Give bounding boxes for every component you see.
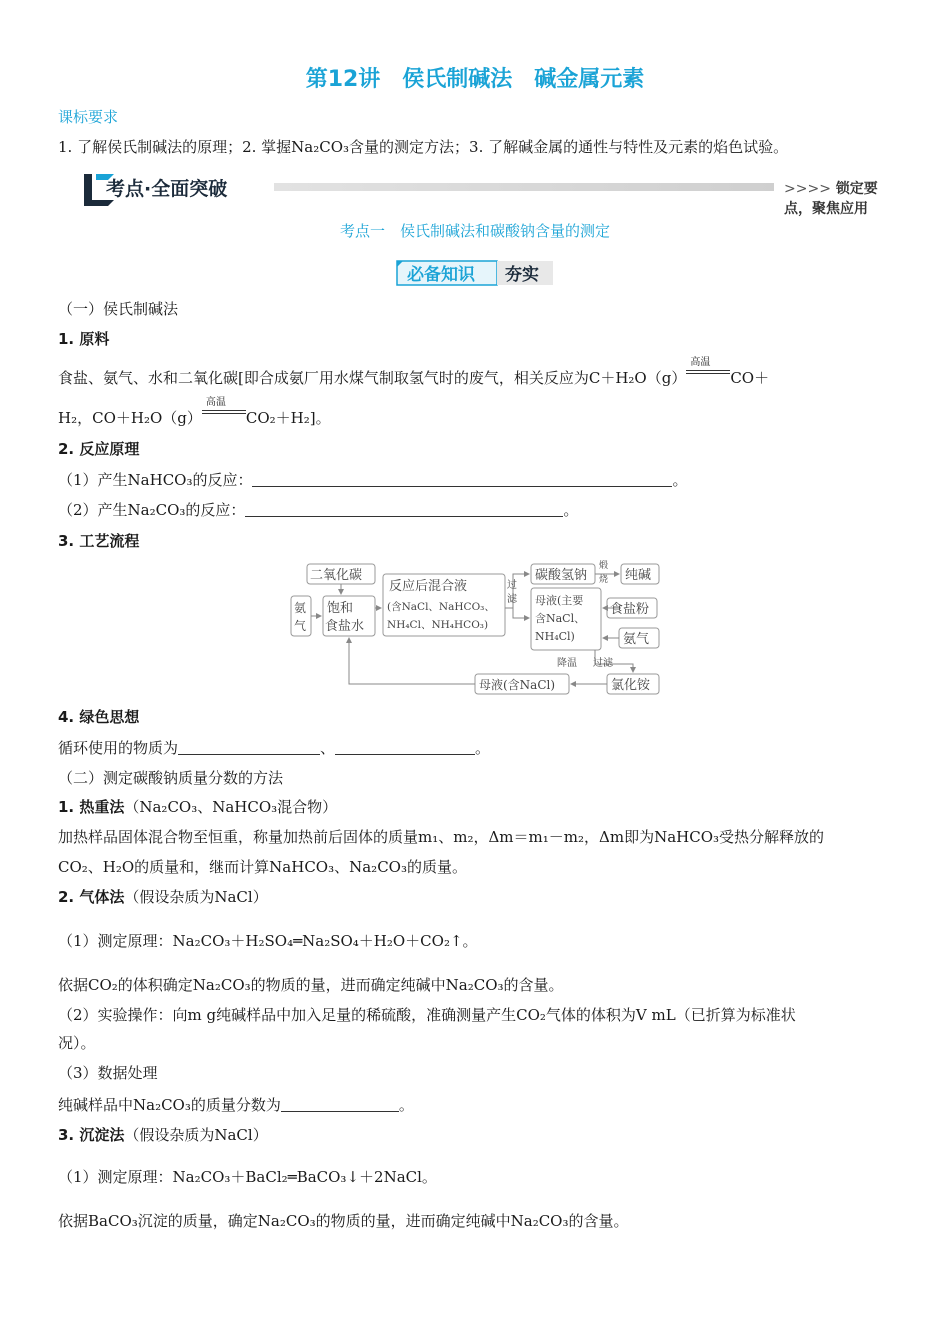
cond-1: 高温 [690, 357, 711, 368]
sec2-m2-p4: （3）数据处理 [58, 1064, 158, 1082]
flow-brine-1: 饱和 [327, 601, 354, 616]
period-2: 。 [563, 501, 579, 519]
kebiao-heading: 课标要求 [58, 108, 119, 126]
flow-nh4cl: 氯化铵 [611, 678, 651, 693]
p1-line2-a: H₂，CO＋H₂O（g） [58, 409, 202, 427]
kebiao-text: 1. 了解侯氏制碱法的原理；2. 掌握Na₂CO₃含量的测定方法；3. 了解碱金属的通性与特性及元素的焰色试验。 [58, 138, 789, 156]
period-3: 。 [475, 739, 491, 757]
flow-calcine-1: 煅 [599, 561, 609, 571]
flow-mother-3: NH₄Cl) [535, 630, 575, 643]
flow-mother-nacl: 母液(含NaCl) [479, 678, 556, 692]
sec2-m2-p3-1: （2）实验操作：向m g纯碱样品中加入足量的稀硫酸，准确测量产生CO₂气体的体积为V mL（已折算为标准状 [58, 1006, 796, 1024]
m2-p5-text: 纯碱样品中Na₂CO₃的质量分数为 [58, 1096, 281, 1114]
flow-mix-detail-2: NH₄Cl、NH₄HCO₃) [387, 619, 489, 631]
sec1-p2-heading: 2. 反应原理 [58, 440, 140, 458]
m3-note: （假设杂质为NaCl） [124, 1126, 268, 1144]
answer-blank-1[interactable] [252, 472, 672, 487]
flow-nh3-2: 气 [294, 619, 307, 633]
flow-filter2: 过滤 [593, 658, 613, 669]
sec1-p2-item1 [58, 469, 688, 490]
sec2-m1-line2: CO₂、H₂O的质量和，继而计算NaHCO₃、Na₂CO₃的质量。 [58, 858, 467, 876]
sec1-p2-item2 [58, 499, 578, 520]
sec2-m2-p3-2: 况）。 [58, 1034, 96, 1052]
p1-line1-b: CO＋ [730, 369, 770, 387]
sec2-m2-heading-row [58, 886, 268, 907]
banner-tagline: 锁定要点，聚焦应用 [784, 181, 878, 217]
sec1-p1-heading: 1. 原料 [58, 330, 110, 348]
flow-soda: 纯碱 [625, 568, 652, 583]
flow-mother-2: 含NaCl、 [535, 612, 586, 625]
banner-tagline-wrap [784, 178, 878, 218]
cond-2: 高温 [205, 397, 226, 408]
p4-text: 循环使用的物质为 [58, 739, 179, 757]
m2-note: （假设杂质为NaCl） [124, 888, 268, 906]
badge-text-a: 必备知识 [407, 265, 475, 285]
sec2-m2-p1: （1）测定原理：Na₂CO₃＋H₂SO₄═Na₂SO₄＋H₂O＋CO₂↑。 [58, 932, 478, 950]
sec1-p4-text [58, 737, 490, 758]
kaodian-title: 考点一 侯氏制碱法和碳酸钠含量的测定 [339, 222, 610, 240]
m1-heading: 1. 热重法 [58, 798, 125, 816]
sec2-m3-p2: 依据BaCO₃沉淀的质量，确定Na₂CO₃的物质的量，进而确定纯碱中Na₂CO₃的含量。 [58, 1212, 629, 1230]
flow-calcine-2: 烧 [599, 575, 609, 585]
sec1-p3-heading: 3. 工艺流程 [58, 532, 140, 550]
banner-label: 考点·全面突破 [106, 178, 228, 200]
sec1-p1-line2 [58, 397, 331, 428]
answer-blank-4[interactable] [335, 740, 475, 755]
p2-item2-text: （2）产生Na₂CO₃的反应： [58, 501, 246, 519]
flow-nahco3: 碳酸氢钠 [535, 568, 588, 583]
sec2-m3-heading-row [58, 1124, 268, 1145]
sec2-m1-line1: 加热样品固体混合物至恒重，称量加热前后固体的质量m₁、m₂，Δm＝m₁－m₂，Δm即为NaHCO₃受热分解释放的 [58, 828, 825, 846]
flow-mother-1: 母液(主要 [535, 594, 584, 607]
sec2-m2-p5 [58, 1094, 414, 1115]
p1-line2-b: CO₂＋H₂]。 [245, 409, 331, 427]
page-title: 第12讲 侯氏制碱法 碱金属元素 [305, 67, 645, 92]
flow-mix: 反应后混合液 [389, 579, 468, 594]
sec1-heading: （一）侯氏制碱法 [58, 300, 179, 318]
sec1-p4-heading: 4. 绿色思想 [58, 708, 140, 726]
equilibrium-sign-1 [686, 357, 730, 383]
p1-line1-a: 食盐、氨气、水和二氧化碳[即合成氨厂用水煤气制取氢气时的废气，相关反应为C＋H₂O（g） [58, 369, 687, 387]
process-flow-diagram [285, 560, 665, 700]
flow-filter-2: 滤 [507, 594, 517, 605]
equilibrium-sign-2 [202, 397, 246, 423]
answer-blank-5[interactable] [281, 1097, 399, 1112]
flow-co2: 二氧化碳 [310, 568, 363, 583]
section-banner [78, 170, 878, 217]
badge-text-b: 夯实 [505, 265, 539, 285]
knowledge-badge [395, 258, 555, 288]
period-4: 。 [398, 1096, 414, 1114]
m3-heading: 3. 沉淀法 [58, 1126, 125, 1144]
banner-label-graphic [78, 170, 268, 208]
knowledge-badge-graphic [395, 258, 555, 288]
sec2-m2-p2: 依据CO₂的体积确定Na₂CO₃的物质的量，进而确定纯碱中Na₂CO₃的含量。 [58, 976, 564, 994]
sec2-m1-heading-row [58, 796, 337, 817]
answer-blank-2[interactable] [245, 502, 563, 517]
sec2-heading: （二）测定碳酸钠质量分数的方法 [58, 769, 284, 787]
period-1: 。 [672, 471, 688, 489]
flow-mix-detail-1: (含NaCl、NaHCO₃、 [387, 601, 495, 613]
flow-filter-1: 过 [507, 580, 517, 591]
m1-note: （Na₂CO₃、NaHCO₃混合物） [124, 798, 338, 816]
sep: 、 [320, 739, 336, 757]
flow-ammonia: 氨气 [623, 632, 650, 647]
p2-item1-text: （1）产生NaHCO₃的反应： [58, 471, 253, 489]
chevrons-icon: >>>> [784, 181, 831, 197]
answer-blank-3[interactable] [178, 740, 320, 755]
banner-bar [274, 183, 774, 191]
flow-brine-2: 食盐水 [325, 619, 365, 634]
m2-heading: 2. 气体法 [58, 888, 125, 906]
sec1-p1-line1 [58, 357, 770, 388]
flow-salt-powder: 食盐粉 [610, 602, 650, 617]
sec2-m3-p1: （1）测定原理：Na₂CO₃＋BaCl₂═BaCO₃↓＋2NaCl。 [58, 1168, 437, 1186]
flow-cool: 降温 [557, 658, 577, 669]
flow-nh3-1: 氨 [294, 601, 307, 615]
